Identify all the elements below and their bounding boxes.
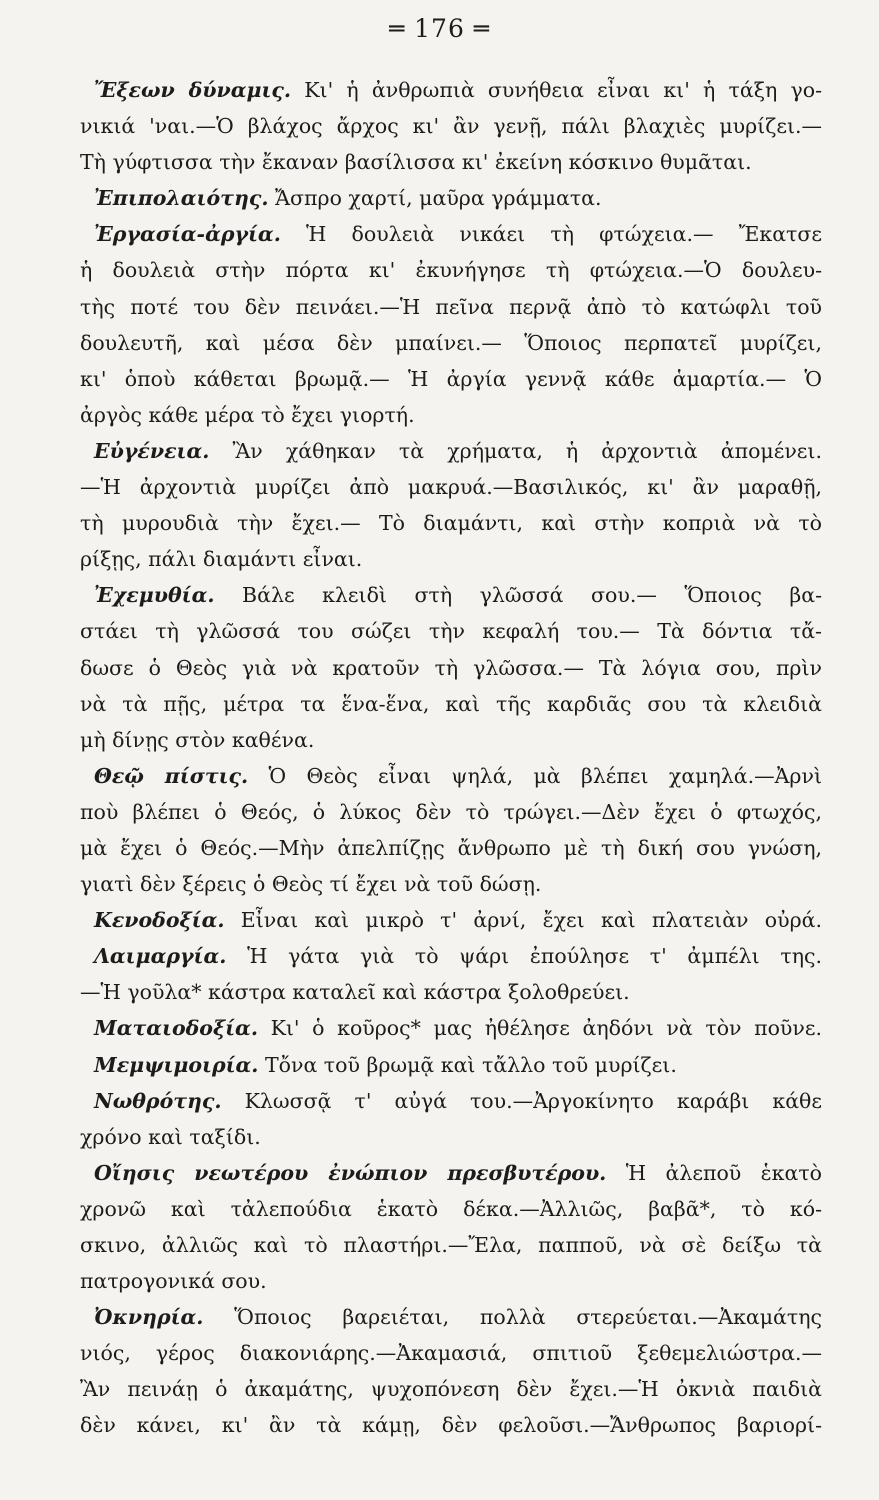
page-number: ═ 176 ═ (389, 14, 490, 43)
line-text: πατρογονικά σου. (80, 1269, 267, 1294)
text-line (80, 144, 822, 180)
line-text: Ὅποιος βαρειέται, πολλὰ στερεύεται.—Ἀκαμάτης (203, 1305, 822, 1330)
text-line (80, 1119, 822, 1155)
text-line (80, 1227, 822, 1263)
entry-heading: Ἔξεων δύναμις. (94, 78, 292, 102)
entry-heading: Λαιμαργία. (94, 944, 227, 969)
text-line (80, 397, 822, 433)
text-line (80, 686, 822, 722)
line-text: δὲν κάνει, κι' ἂν τὰ κάμῃ, δὲν φελοῦσι.—Ἄνθρωπος βαριορί- (80, 1413, 822, 1438)
text-line (80, 108, 822, 144)
line-text: Εἶναι καὶ μικρὸ τ' ἀρνί, ἔχει καὶ πλατειὰν οὐρά. (224, 908, 822, 933)
line-text: Ἡ γάτα γιὰ τὸ ψάρι ἐπούλησε τ' ἀμπέλι της. (226, 944, 822, 969)
line-text: Κλωσσᾷ τ' αὐγά του.—Ἀργοκίνητο καράβι κάθε (221, 1088, 822, 1113)
line-text: ἡ δουλειὰ στὴν πόρτα κι' ἐκυνήγησε τὴ φτώχεια.—Ὁ δουλευ- (80, 258, 822, 283)
text-line (80, 325, 822, 361)
text-line (80, 361, 822, 397)
entry-heading: Ἐχεμυθία. (94, 583, 215, 608)
text-line (80, 433, 822, 469)
text-line (80, 722, 822, 758)
line-text: δωσε ὁ Θεὸς γιὰ νὰ κρατοῦν τὴ γλῶσσα.— Τὰ λόγια σου, πρὶν (80, 655, 822, 680)
line-text: νὰ τὰ πῇς, μέτρα τα ἕνα-ἕνα, καὶ τῆς καρδιᾶς σου τὰ κλειδιὰ (80, 691, 822, 716)
text-line (80, 469, 822, 505)
line-text: σκινο, ἀλλιῶς καὶ τὸ πλαστήρι.—Ἔλα, παπποῦ, νὰ σὲ δείξω τὰ (80, 1233, 822, 1257)
text-line (80, 1407, 822, 1443)
line-text: Κι' ὁ κοῦρος* μας ἠθέλησε ἀηδόνι νὰ τὸν ποῦνε. (257, 1016, 822, 1041)
text-line (80, 830, 822, 866)
line-text: Βάλε κλειδὶ στὴ γλῶσσά σου.— Ὅποιος βα- (214, 583, 822, 608)
text-line (80, 1371, 822, 1407)
text-line (80, 650, 822, 686)
line-text: Ἂν πεινάῃ ὁ ἀκαμάτης, ψυχοπόνεση δὲν ἔχει.—Ἡ ὀκνιὰ παιδιὰ (80, 1377, 822, 1402)
text-line (80, 180, 822, 216)
text-line (80, 974, 822, 1010)
entry-heading: Μεμψιμοιρία. (94, 1052, 259, 1077)
line-text: ρίξῃς, πάλι διαμάντι εἶναι. (80, 547, 363, 572)
text-line (80, 252, 822, 288)
line-text: γιατὶ δὲν ξέρεις ὁ Θεὸς τί ἔχει νὰ τοῦ δώσῃ. (80, 872, 542, 897)
text-line (80, 1335, 822, 1371)
text-line (80, 758, 822, 794)
text-line (80, 794, 822, 830)
text-line (80, 1263, 822, 1299)
text-line (80, 1155, 822, 1191)
entry-heading: Ματαιοδοξία. (94, 1016, 258, 1041)
line-text: κι' ὁποὺ κάθεται βρωμᾷ.— Ἡ ἀργία γεννᾷ κάθε ἁμαρτία.— Ὁ (80, 366, 822, 391)
line-text: νικιά 'ναι.—Ὁ βλάχος ἄρχος κι' ἂν γενῇ, πάλι βλαχιὲς μυρίζει.— (80, 114, 822, 139)
line-text: Κι' ἡ ἀνθρωπιὰ συνήθεια εἶναι κι' ἡ τάξη γο- (291, 78, 822, 102)
entry-heading: Ἐπιπολαιότης. (94, 186, 269, 211)
body-text (80, 72, 822, 1444)
entry-heading: Νωθρότης. (94, 1088, 222, 1113)
line-text: νιός, γέρος διακονιάρης.—Ἀκαμασιά, σπιτιοῦ ξεθεμελιώστρα.— (80, 1341, 822, 1366)
text-line (80, 541, 822, 577)
text-line (80, 1047, 822, 1083)
line-text: Τὴ γύφτισσα τὴν ἔκαναν βασίλισσα κι' ἐκείνη κόσκινο θυμᾶται. (80, 150, 752, 175)
line-text: Τὄνα τοῦ βρωμᾷ καὶ τἄλλο τοῦ μυρίζει. (258, 1052, 677, 1077)
entry-heading: Ὀκνηρία. (94, 1305, 204, 1330)
text-line (80, 613, 822, 649)
line-text: Ἄσπρο χαρτί, μαῦρα γράμματα. (268, 186, 602, 211)
line-text: χρονῶ καὶ τἀλεπούδια ἑκατὸ δέκα.—Ἀλλιῶς, βαβᾶ*, τὸ κό- (80, 1196, 822, 1221)
line-text: Ὁ Θεὸς εἶναι ψηλά, μὰ βλέπει χαμηλά.—Ἀρνὶ (248, 763, 822, 788)
text-line (80, 505, 822, 541)
text-line (80, 1010, 822, 1046)
text-line (80, 1083, 822, 1119)
line-text: Ἡ δουλειὰ νικάει τὴ φτώχεια.— Ἔκατσε (280, 222, 822, 247)
text-line (80, 1299, 822, 1335)
text-line (80, 938, 822, 974)
line-text: Ἡ ἀλεποῦ ἑκατὸ (606, 1160, 823, 1185)
line-text: στάει τὴ γλῶσσά του σώζει τὴν κεφαλή του.— Τὰ δόντια τἄ- (80, 619, 822, 644)
entry-heading: Κενοδοξία. (94, 908, 225, 933)
line-text: —Ἡ ἀρχοντιὰ μυρίζει ἀπὸ μακρυά.—Βασιλικός, κι' ἂν μαραθῇ, (80, 475, 822, 500)
line-text: ποὺ βλέπει ὁ Θεός, ὁ λύκος δὲν τὸ τρώγει.—Δὲν ἔχει ὁ φτωχός, (80, 799, 822, 824)
line-text: τὴ μυρουδιὰ τὴν ἔχει.— Τὸ διαμάντι, καὶ στὴν κοπριὰ νὰ τὸ (80, 511, 822, 536)
line-text: Ἂν χάθηκαν τὰ χρήματα, ἡ ἀρχοντιὰ ἀπομένει. (209, 438, 822, 463)
entry-heading: Ἐργασία-ἀργία. (94, 222, 281, 247)
text-line (80, 577, 822, 613)
text-line (80, 72, 822, 108)
line-text: χρόνο καὶ ταξίδι. (80, 1124, 261, 1149)
line-text: μὰ ἔχει ὁ Θεός.—Μὴν ἀπελπίζῃς ἄνθρωπο μὲ τὴ δική σου γνώση, (80, 835, 822, 860)
entry-heading: Εὐγένεια. (94, 438, 210, 463)
entry-heading: Οἴησις νεωτέρου ἐνώπιον πρεσβυτέρου. (94, 1160, 607, 1185)
text-line (80, 902, 822, 938)
line-text: ἀργὸς κάθε μέρα τὸ ἔχει γιορτή. (80, 402, 415, 427)
line-text: μὴ δίνῃς στὸν καθένα. (80, 727, 315, 752)
text-line (80, 216, 822, 252)
entry-heading: Θεῷ πίστις. (94, 763, 249, 788)
text-line (80, 1191, 822, 1227)
line-text: —Ἡ γοῦλα* κάστρα καταλεῖ καὶ κάστρα ξολοθρεύει. (80, 980, 630, 1005)
text-line (80, 289, 822, 325)
text-line (80, 866, 822, 902)
line-text: δουλευτῆ, καὶ μέσα δὲν μπαίνει.— Ὅποιος περπατεῖ μυρίζει, (80, 330, 822, 355)
line-text: τὴς ποτέ του δὲν πεινάει.—Ἡ πεῖνα περνᾷ ἀπὸ τὸ κατώφλι τοῦ (80, 294, 822, 319)
